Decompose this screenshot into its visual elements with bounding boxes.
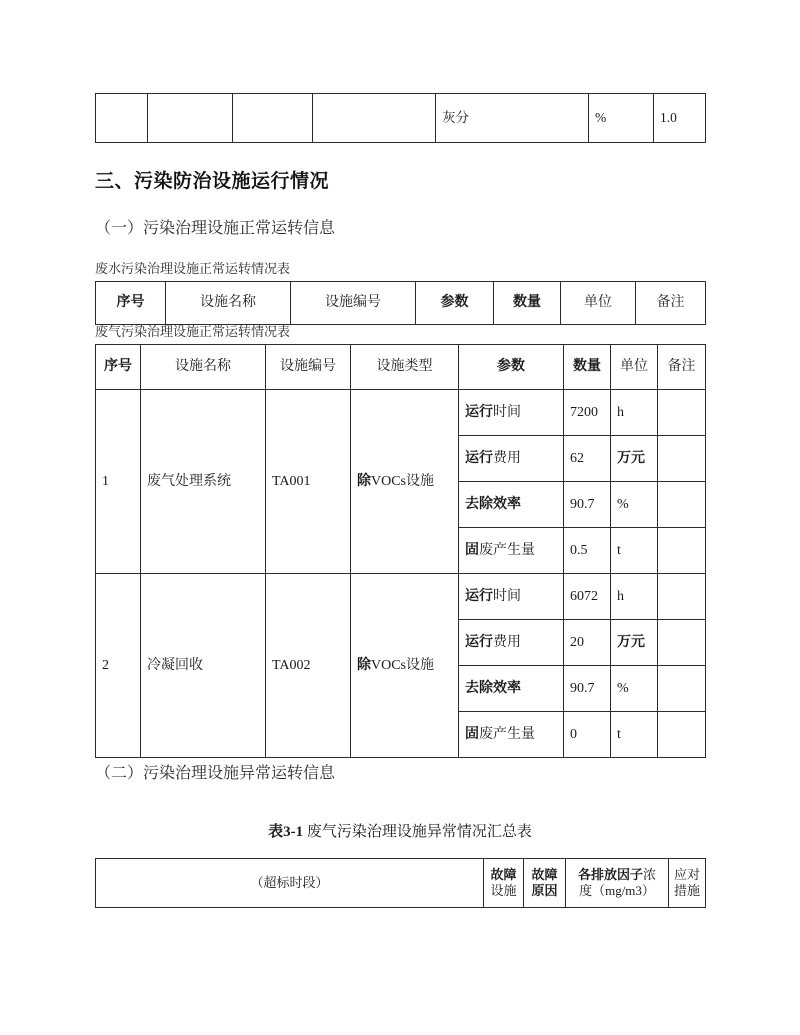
cell-parameter-label bbox=[459, 528, 564, 574]
header-quantity: 数量 bbox=[494, 282, 561, 325]
header-fault-reason bbox=[524, 859, 566, 908]
header-concentration-line1-suffix: 浓 bbox=[643, 867, 657, 883]
cell-facility-code: TA001 bbox=[266, 390, 351, 574]
table-row bbox=[96, 390, 706, 436]
abnormal-table-caption bbox=[0, 820, 800, 841]
cell-unit: % bbox=[589, 94, 654, 143]
parameter-label-suffix: 时间 bbox=[493, 404, 521, 420]
header-facility-type: 设施类型 bbox=[351, 345, 459, 390]
parameter-label-prefix: 运行 bbox=[465, 634, 493, 650]
subsection-heading-normal: （一）污染治理设施正常运转信息 bbox=[95, 220, 336, 237]
cell-parameter-remark bbox=[658, 528, 706, 574]
header-emission-concentration bbox=[566, 859, 669, 908]
cell-parameter-label bbox=[459, 574, 564, 620]
header-fault-facility-line2: 设施 bbox=[490, 883, 517, 898]
parameter-label-prefix: 固 bbox=[465, 542, 479, 558]
cell-parameter-unit: 万元 bbox=[611, 436, 658, 482]
parameter-label-prefix: 运行 bbox=[465, 404, 493, 420]
cell-parameter-value: 90.7 bbox=[564, 482, 611, 528]
cell-parameter-remark bbox=[658, 482, 706, 528]
cell-facility-index: 1 bbox=[96, 390, 141, 574]
parameter-label-suffix: 费用 bbox=[493, 634, 521, 650]
header-measure-line2: 措施 bbox=[673, 883, 700, 898]
header-fault-reason-line2: 原因 bbox=[531, 883, 558, 898]
cell-parameter-unit: 万元 bbox=[611, 620, 658, 666]
cell-parameter-value: 90.7 bbox=[564, 666, 611, 712]
page-title: 三、污染防治设施运行情况 bbox=[95, 171, 330, 192]
facility-type-prefix: 除 bbox=[357, 657, 371, 673]
parameter-label-prefix: 运行 bbox=[465, 450, 493, 466]
cell-empty-3 bbox=[233, 94, 313, 143]
header-concentration-line1-prefix: 各排放因子 bbox=[577, 867, 643, 883]
table-row bbox=[96, 574, 706, 620]
cell-facility-name: 废气处理系统 bbox=[141, 390, 266, 574]
header-fault-facility bbox=[484, 859, 524, 908]
header-index: 序号 bbox=[96, 345, 141, 390]
header-remark: 备注 bbox=[658, 345, 706, 390]
header-exceed-period: （超标时段） bbox=[96, 859, 484, 908]
cell-parameter-remark bbox=[658, 436, 706, 482]
parameter-label-suffix: 废产生量 bbox=[479, 542, 535, 558]
abnormal-summary-table bbox=[95, 858, 706, 908]
cell-parameter-value: 20 bbox=[564, 620, 611, 666]
cell-parameter-unit: h bbox=[611, 390, 658, 436]
header-concentration-line2: 度（mg/m3） bbox=[579, 883, 655, 898]
cell-parameter-value: 0 bbox=[564, 712, 611, 758]
cell-parameter-unit: h bbox=[611, 574, 658, 620]
parameter-label-suffix: 时间 bbox=[493, 588, 521, 604]
wastewater-facility-table bbox=[95, 281, 706, 325]
header-quantity: 数量 bbox=[564, 345, 611, 390]
facility-type-suffix: VOCs设施 bbox=[371, 657, 435, 673]
parameter-label-prefix: 去除效率 bbox=[465, 680, 521, 696]
cell-parameter-label bbox=[459, 436, 564, 482]
subsection-heading-abnormal: （二）污染治理设施异常运转信息 bbox=[95, 765, 336, 782]
header-parameter: 参数 bbox=[459, 345, 564, 390]
header-index: 序号 bbox=[96, 282, 166, 325]
cell-parameter-value: 62 bbox=[564, 436, 611, 482]
table-header-row bbox=[96, 345, 706, 390]
wastegas-facility-table bbox=[95, 344, 706, 758]
fuel-continuation-table bbox=[95, 93, 706, 143]
parameter-label-prefix: 运行 bbox=[465, 588, 493, 604]
cell-parameter-label bbox=[459, 712, 564, 758]
header-response-measure bbox=[669, 859, 706, 908]
cell-parameter-unit: % bbox=[611, 666, 658, 712]
cell-parameter-remark bbox=[658, 666, 706, 712]
header-unit: 单位 bbox=[611, 345, 658, 390]
header-facility-name: 设施名称 bbox=[166, 282, 291, 325]
parameter-label-suffix: 废产生量 bbox=[479, 726, 535, 742]
cell-parameter-remark bbox=[658, 390, 706, 436]
cell-parameter-label bbox=[459, 482, 564, 528]
cell-facility-index: 2 bbox=[96, 574, 141, 758]
cell-parameter-name: 灰分 bbox=[436, 94, 589, 143]
facility-type-suffix: VOCs设施 bbox=[371, 473, 435, 489]
abnormal-caption-number: 表3-1 bbox=[268, 824, 304, 840]
header-parameter: 参数 bbox=[416, 282, 494, 325]
header-remark: 备注 bbox=[636, 282, 706, 325]
cell-facility-name: 冷凝回收 bbox=[141, 574, 266, 758]
cell-value: 1.0 bbox=[654, 94, 706, 143]
cell-parameter-unit: t bbox=[611, 712, 658, 758]
cell-parameter-remark bbox=[658, 574, 706, 620]
header-facility-name: 设施名称 bbox=[141, 345, 266, 390]
cell-parameter-value: 0.5 bbox=[564, 528, 611, 574]
cell-parameter-remark bbox=[658, 620, 706, 666]
header-unit: 单位 bbox=[561, 282, 636, 325]
cell-parameter-label bbox=[459, 390, 564, 436]
wastewater-table-caption: 废水污染治理设施正常运转情况表 bbox=[95, 261, 291, 276]
header-fault-reason-line1: 故障 bbox=[531, 867, 558, 883]
table-row bbox=[96, 94, 706, 143]
cell-facility-type bbox=[351, 574, 459, 758]
header-measure-line1: 应对 bbox=[673, 867, 700, 883]
table-header-row bbox=[96, 859, 706, 908]
cell-parameter-remark bbox=[658, 712, 706, 758]
cell-parameter-label bbox=[459, 620, 564, 666]
cell-empty-4 bbox=[313, 94, 436, 143]
header-fault-facility-line1: 故障 bbox=[490, 867, 517, 883]
cell-empty-1 bbox=[96, 94, 148, 143]
abnormal-caption-title: 废气污染治理设施异常情况汇总表 bbox=[306, 824, 532, 840]
cell-parameter-unit: t bbox=[611, 528, 658, 574]
cell-parameter-unit: % bbox=[611, 482, 658, 528]
header-facility-code: 设施编号 bbox=[266, 345, 351, 390]
parameter-label-prefix: 去除效率 bbox=[465, 496, 521, 512]
wastegas-table-caption: 废气污染治理设施正常运转情况表 bbox=[95, 324, 291, 339]
table-header-row bbox=[96, 282, 706, 325]
cell-parameter-label bbox=[459, 666, 564, 712]
parameter-label-prefix: 固 bbox=[465, 726, 479, 742]
cell-empty-2 bbox=[148, 94, 233, 143]
cell-parameter-value: 7200 bbox=[564, 390, 611, 436]
facility-type-prefix: 除 bbox=[357, 473, 371, 489]
cell-parameter-value: 6072 bbox=[564, 574, 611, 620]
parameter-label-suffix: 费用 bbox=[493, 450, 521, 466]
header-facility-code: 设施编号 bbox=[291, 282, 416, 325]
cell-facility-code: TA002 bbox=[266, 574, 351, 758]
cell-facility-type bbox=[351, 390, 459, 574]
